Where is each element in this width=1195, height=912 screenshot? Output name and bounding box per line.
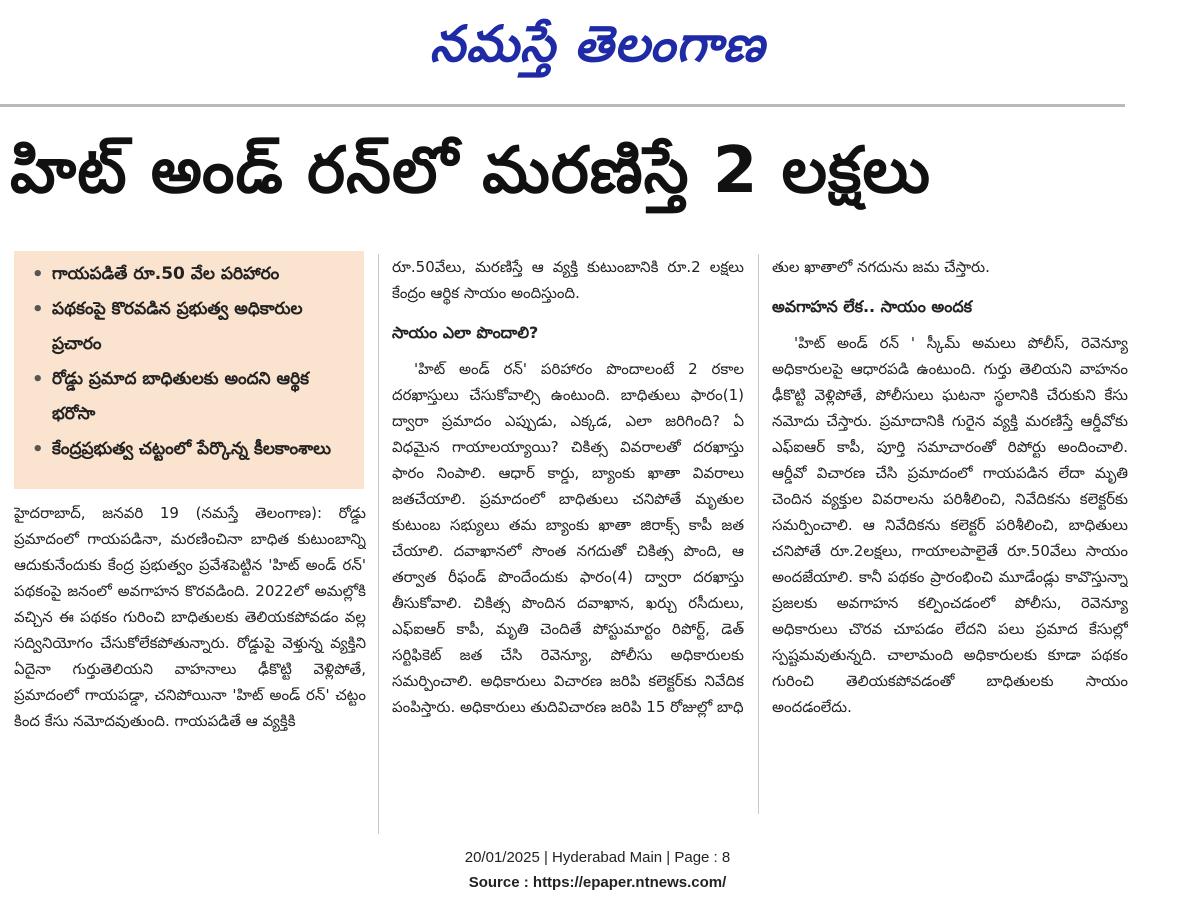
column-divider [758, 254, 759, 814]
body-paragraph: 'హిట్ అండ్ రన్ ' స్కీమ్ అమలు పోలీస్, రెవెన్యూ అధికారులపై ఆధారపడి ఉంటుంది. గుర్తు తెలియని వాహనం ఢీకొట్టి వెళ్లిపోతే, పోలీసులు ఘటనా స్థలానికి చేరుకుని కేసు నమోదు చేస్తారు. ప్రమాదానికి గురైన వ్యక్తి మరణిస్తే ఆర్డీవోకు ఎఫ్ఐఆర్ కాపీ, పూర్తి సమాచారంతో రిపోర్టు అందించాలి. ఆర్డీవో విచారణ చేసి ప్రమాదంలో గాయపడిన లేదా మృతి చెందిన వ్యక్తుల వివరాలను పరిశీలించి, నివేదికను కలెక్టర్‌కు సమర్పించాలి. ఆ నివేదికను కలెక్టర్ పరిశీలించి, బాధితులు చనిపోతే రూ.2లక్షలు, గాయాలపాలైతే రూ.50వేలు సాయం అందజేయాలి. కానీ పథకం ప్రారంభించి మూడేండ్లు కావొస్తున్నా ప్రజలకు అవగాహన కల్పించడంలో పోలీసు, రెవెన్యూ అధికారులు చొరవ చూపడం లేదని పలు ప్రమాద కేసుల్లో స్పష్టమవుతున్నది. చాలామంది అధికారులకు కూడా పథకం గురించి తెలియకపోవడంతో బాధితులకు సాయం అందడంలేదు. [772, 334, 1128, 716]
article-column-2 [392, 254, 744, 834]
section-subheading: సాయం ఎలా పొందాలి? [392, 323, 539, 342]
section-subheading: అవగాహన లేక.. సాయం అందక [772, 297, 972, 316]
highlight-item: • పథకంపై కొరవడిన ప్రభుత్వ అధికారుల ప్రచారం [30, 292, 356, 362]
footer-edition-info: 20/01/2025 | Hyderabad Main | Page : 8 [464, 849, 731, 866]
article-column-3 [772, 254, 1128, 814]
body-paragraph: 'హిట్ అండ్ రన్' పరిహారం పొందాలంటే 2 రకాల దరఖాస్తులు చేసుకోవాల్సి ఉంటుంది. బాధితులు ఫారం(1) ద్వారా ప్రమాదం ఎప్పుడు, ఎక్కడ, ఎలా జరిగింది? ఏ విధమైన గాయాలయ్యాయి? చికిత్స వివరాలతో దరఖాస్తు ఫారం నింపాలి. ఆధార్ కార్డు, బ్యాంకు ఖాతా వివరాలు జతచేయాలి. ప్రమాదంలో బాధితులు చనిపోతే మృతుల కుటుంబ సభ్యులు తమ బ్యాంకు ఖాతా జిరాక్స్ కాపీ జత చేయాలి. దవాఖానలో సొంత నగదుతో చికిత్స పొంది, ఆ తర్వాత రీఫండ్ పొందేందుకు ఫారం(4) ద్వారా దరఖాస్తు తీసుకోవాలి. చికిత్స పొందిన దవాఖాన, ఖర్చు రసీదులు, ఎఫ్ఐఆర్ కాపీ, మృతి చెందితే పోస్టుమార్టం రిపోర్ట్, డెత్ సర్టిఫికెట్ జత చేసి రెవెన్యూ, పోలీసు అధికారులకు సమర్పించాలి. అధికారులు విచారణ జరిపి కలెక్టర్‌కు నివేదిక పంపిస్తారు. అధికారులు తుదివిచారణ జరిపి 15 రోజుల్లో బాధి [392, 360, 744, 716]
body-paragraph: తుల ఖాతాలో నగదును జమ చేస్తారు. [772, 258, 990, 276]
article-column-1 [14, 500, 366, 830]
article-headline: హిట్ అండ్ రన్‌లో మరణిస్తే 2 లక్షలు [10, 134, 931, 208]
highlights-box [14, 251, 364, 489]
masthead-title: నమస్తే తెలంగాణ [429, 15, 766, 73]
column-divider [378, 254, 379, 834]
highlight-item: • గాయపడితే రూ.50 వేల పరిహారం [30, 257, 356, 292]
highlights-list [30, 257, 356, 467]
body-paragraph: రూ.50వేలు, మరణిస్తే ఆ వ్యక్తి కుటుంబానికి రూ.2 లక్షలు కేంద్రం ఆర్థిక సాయం అందిస్తుంది. [392, 258, 744, 302]
highlight-item: • కేంద్రప్రభుత్వ చట్టంలో పేర్కొన్న కీలకాంశాలు [30, 432, 356, 467]
masthead-rule [0, 104, 1125, 107]
body-paragraph: హైదరాబాద్, జనవరి 19 (నమస్తే తెలంగాణ): రోడ్డు ప్రమాదంలో గాయపడినా, మరణించినా బాధిత కుటుంబాన్ని ఆదుకునేందుకు కేంద్ర ప్రభుత్వం ప్రవేశపెట్టిన 'హిట్ అండ్ రన్' పథకంపై జనంలో అవగాహన కొరవడింది. 2022లో అమల్లోకి వచ్చిన ఈ పథకం గురించి బాధితులకు తెలియకపోవడం వల్ల సద్వినియోగం చేసుకోలేకపోతున్నారు. రోడ్డుపై వెళ్తున్న వ్యక్తిని ఏదైనా గుర్తుతెలియని వాహనాలు ఢీకొట్టి వెళ్లిపోతే, ప్రమాదంలో గాయపడ్డా, చనిపోయినా 'హిట్ అండ్ రన్' చట్టం కింద కేసు నమోదవుతుంది. గాయపడితే ఆ వ్యక్తికి [14, 504, 366, 730]
footer-source-link[interactable]: Source : https://epaper.ntnews.com/ [468, 874, 727, 891]
highlight-item: • రోడ్డు ప్రమాద బాధితులకు అందని ఆర్థిక భరోసా [30, 362, 356, 432]
